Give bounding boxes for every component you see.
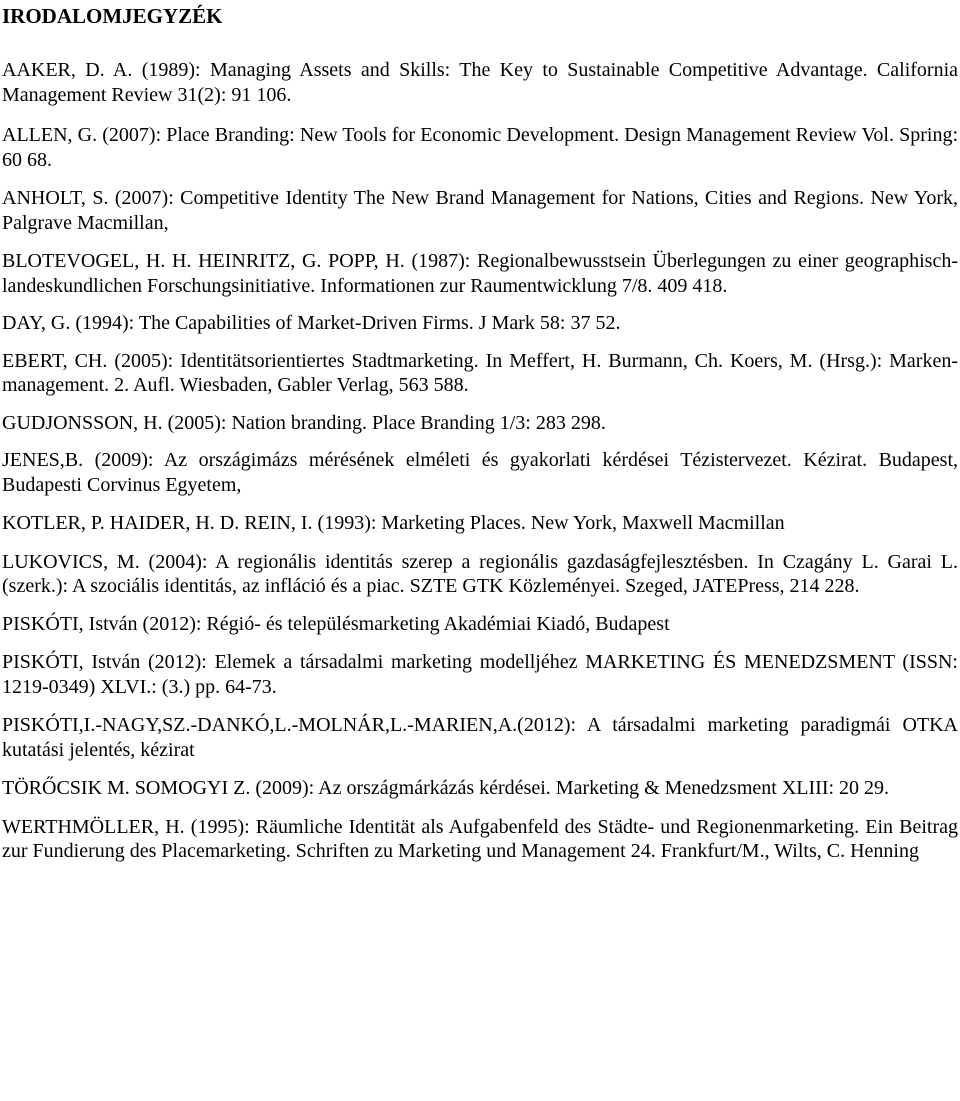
reference-torocsik: TÖRŐCSIK M. SOMOGYI Z. (2009): Az országmárkázás kérdései. Marketing & Menedzsment XLIII: 20 29. (2, 777, 890, 799)
reference-aaker: AAKER, D. A. (1989): Managing Assets and Skills: The Key to Sustainable Competitive Advantage. California Management Review 31(2): 91 106. (2, 59, 958, 106)
reference-jenes: JENES,B. (2009): Az országimázs mérésének elméleti és gyakorlati kérdései Tézistervezet. Kézirat. Budapest, Budapesti Corvinus Egyetem, (2, 449, 958, 496)
reference-day: DAY, G. (1994): The Capabilities of Market-Driven Firms. J Mark 58: 37 52. (2, 312, 621, 334)
reference-anholt: ANHOLT, S. (2007): Competitive Identity The New Brand Management for Nations, Cities and Regions. New York, Palgrave Macmillan, (2, 187, 958, 234)
reference-ebert: EBERT, CH. (2005): Identitätsorientiertes Stadtmarketing. In Meffert, H. Burmann, Ch. Koers, M. (Hrsg.): Marken-management. 2. Aufl. Wiesbaden, Gabler Verlag, 563 588. (2, 349, 958, 396)
reference-werthmoller: WERTHMÖLLER, H. (1995): Räumliche Identität als Aufgabenfeld des Städte- und Regionenmarketing. Ein Beitrag zur Fundierung des Placemarketing. Schriften zu Marketing und Management 24. Frankfurt/M., Wilts, C. Henning (2, 815, 958, 862)
reference-blotevogel: BLOTEVOGEL, H. H. HEINRITZ, G. POPP, H. (1987): Regionalbewusstsein Überlegungen zu einer geographisch-landeskundlichen Forschungsinitiative. Informationen zur Raumentwicklung 7/8. 409 418. (2, 250, 958, 297)
reference-allen: ALLEN, G. (2007): Place Branding: New Tools for Economic Development. Design Management Review Vol. Spring: 60 68. (2, 124, 958, 171)
reference-lukovics: LUKOVICS, M. (2004): A regionális identitás szerep a regionális gazdaságfejlesztésben. In Czagány L. Garai L. (szerk.): A szociális identitás, az infláció és a piac. SZTE GTK Közleményei. Szeged, JATEPress, 214 228. (2, 550, 958, 597)
reference-gudjonsson: GUDJONSSON, H. (2005): Nation branding. Place Branding 1/3: 283 298. (2, 411, 606, 434)
reference-list (2, 58, 958, 864)
reference-piskoti-2012b: PISKÓTI, István (2012): Elemek a társadalmi marketing modelljéhez MARKETING ÉS MENEDZSMENT (ISSN: 1219-0349) XLVI.: (3.) pp. 64-73. (2, 651, 958, 698)
reference-piskoti-2012c: PISKÓTI,I.-NAGY,SZ.-DANKÓ,L.-MOLNÁR,L.-MARIEN,A.(2012): A társadalmi marketing paradigmái OTKA kutatási jelentés, kézirat (2, 714, 958, 761)
page-title: IRODALOMJEGYZÉK (2, 4, 223, 28)
reference-kotler: KOTLER, P. HAIDER, H. D. REIN, I. (1993): Marketing Places. New York, Maxwell Macmillan (2, 512, 785, 534)
reference-piskoti-2012a: PISKÓTI, István (2012): Régió- és településmarketing Akadémiai Kiadó, Budapest (2, 612, 670, 635)
